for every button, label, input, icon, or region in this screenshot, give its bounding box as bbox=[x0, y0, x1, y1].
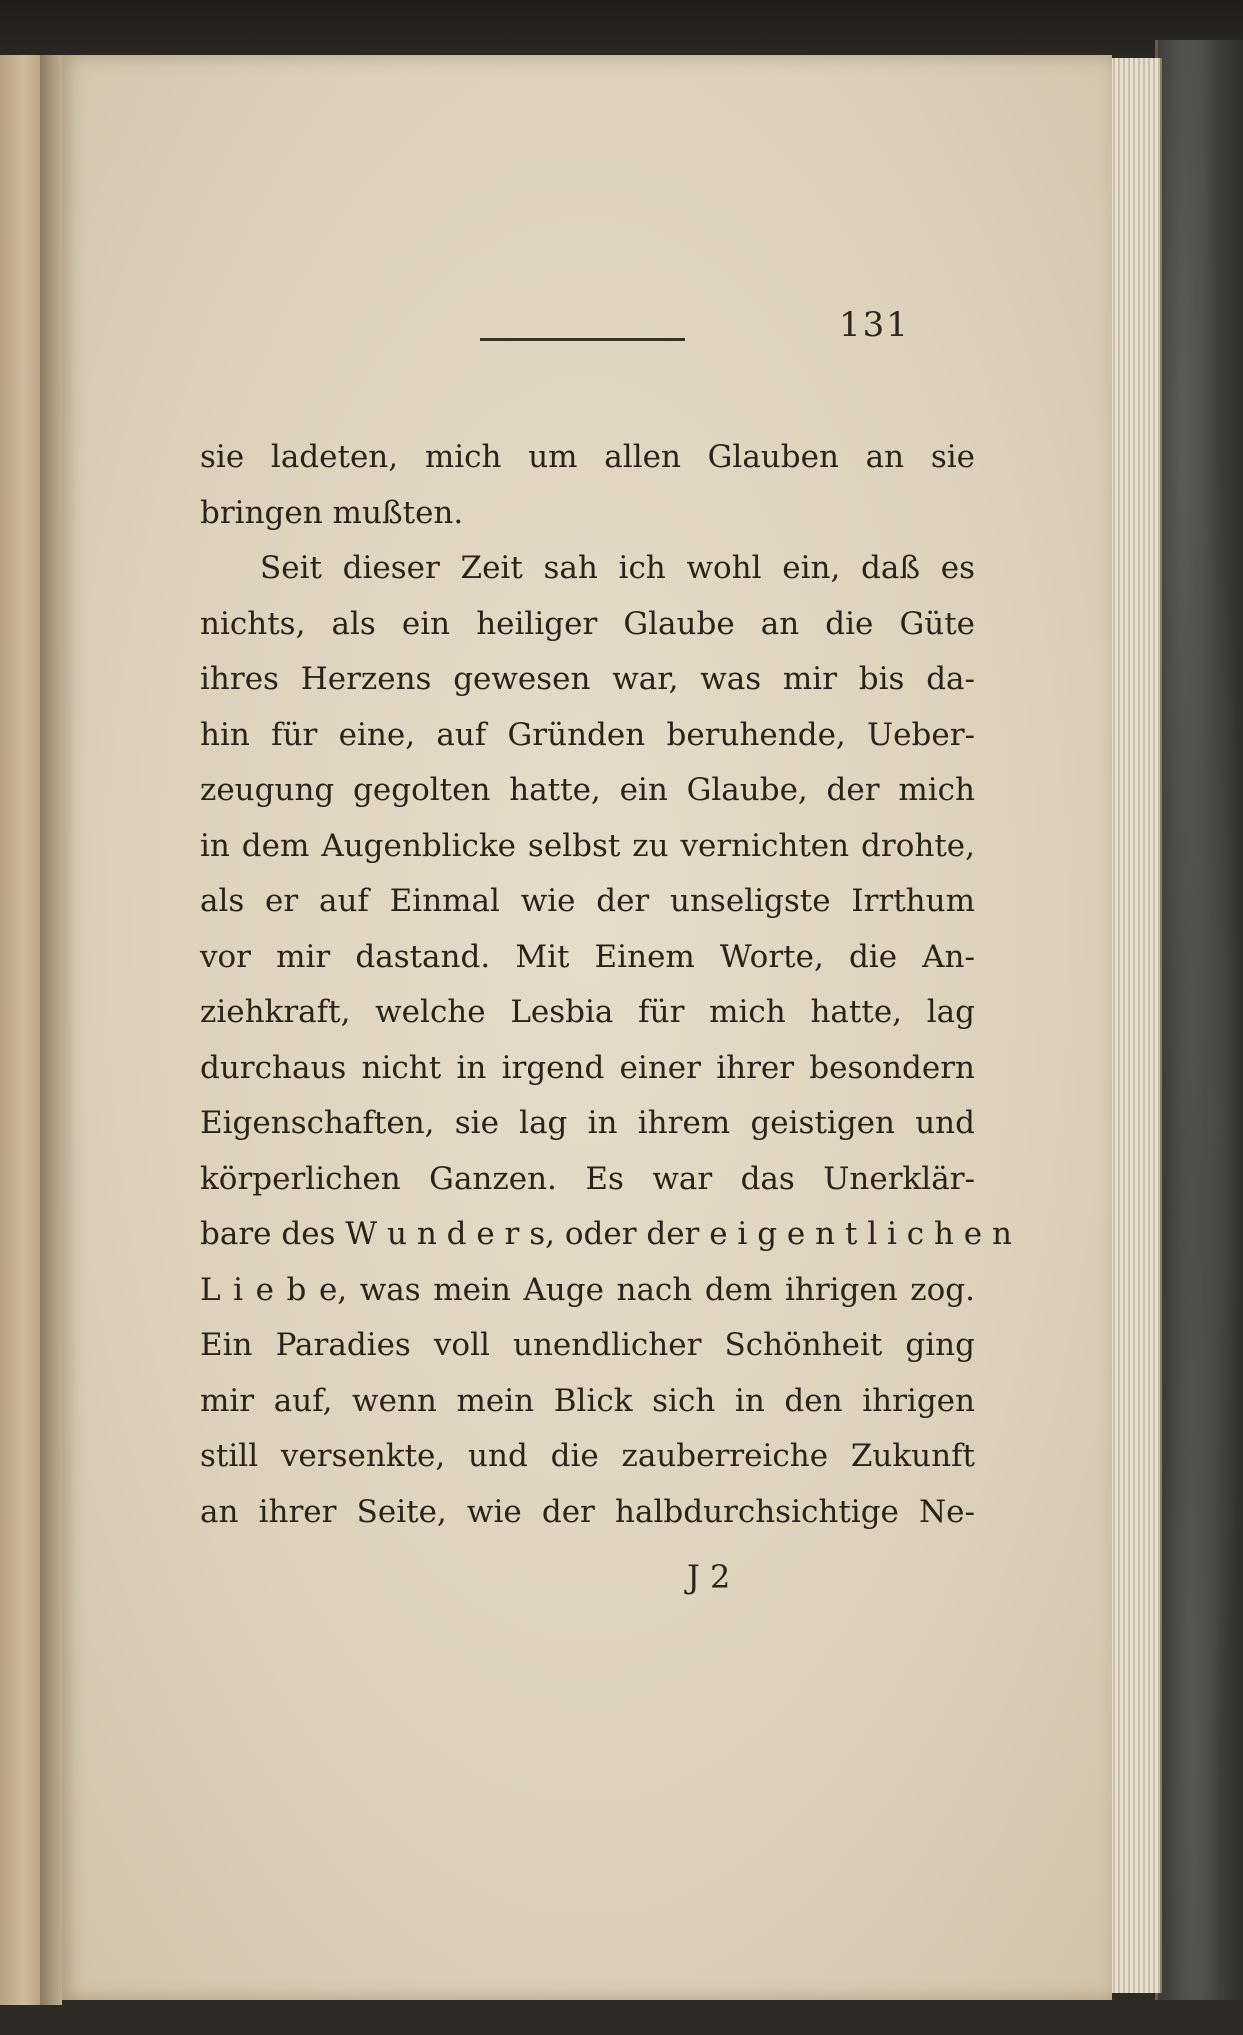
text-line: mir auf, wenn mein Blick sich in den ihrigen bbox=[200, 1382, 975, 1419]
header-rule bbox=[480, 338, 685, 341]
text-line: vor mir dastand. Mit Einem Worte, die An- bbox=[200, 938, 975, 975]
book-gutter bbox=[40, 55, 62, 2005]
text-line: still versenkte, und die zauberreiche Zukunft bbox=[200, 1438, 975, 1474]
page-number: 131 bbox=[839, 305, 910, 345]
book-page bbox=[62, 55, 1112, 2000]
text-line: hin für eine, auf Gründen beruhende, Ueber- bbox=[200, 716, 975, 753]
facing-page-edge bbox=[0, 55, 40, 2005]
marbled-cover bbox=[1155, 40, 1243, 2000]
page-edges bbox=[1105, 58, 1162, 1993]
text-line: ihres Herzens gewesen war, was mir bis da- bbox=[200, 661, 975, 697]
text-line: L i e b e, was mein Auge nach dem ihrigen zog. bbox=[200, 1271, 975, 1308]
text-line: Ein Paradies voll unendlicher Schönheit ging bbox=[200, 1327, 975, 1363]
text-line: an ihrer Seite, wie der halbdurchsichtige Ne- bbox=[200, 1493, 975, 1530]
text-line: nichts, als ein heiliger Glaube an die Güte bbox=[200, 605, 975, 642]
body-text bbox=[200, 430, 1012, 1540]
text-line: durchaus nicht in irgend einer ihrer besondern bbox=[200, 1049, 975, 1086]
text-line: körperlichen Ganzen. Es war das Unerklär- bbox=[200, 1160, 975, 1197]
text-line: Seit dieser Zeit sah ich wohl ein, daß es bbox=[260, 550, 975, 586]
book-cover-top bbox=[0, 0, 1243, 60]
text-line: sie ladeten, mich um allen Glauben an sie bbox=[200, 439, 975, 475]
text-line: zeugung gegolten hatte, ein Glaube, der mich bbox=[200, 772, 975, 808]
text-line: bare des W u n d e r s, oder der e i g e n t l i c h e n bbox=[200, 1216, 1012, 1252]
text-line: ziehkraft, welche Lesbia für mich hatte, lag bbox=[200, 994, 975, 1030]
text-line: bringen mußten. bbox=[200, 494, 464, 531]
text-line: Eigenschaften, sie lag in ihrem geistigen und bbox=[200, 1105, 975, 1141]
signature-mark: J 2 bbox=[687, 1558, 731, 1596]
text-line: als er auf Einmal wie der unseligste Irrthum bbox=[200, 883, 975, 919]
text-line: in dem Augenblicke selbst zu vernichten drohte, bbox=[200, 827, 975, 864]
